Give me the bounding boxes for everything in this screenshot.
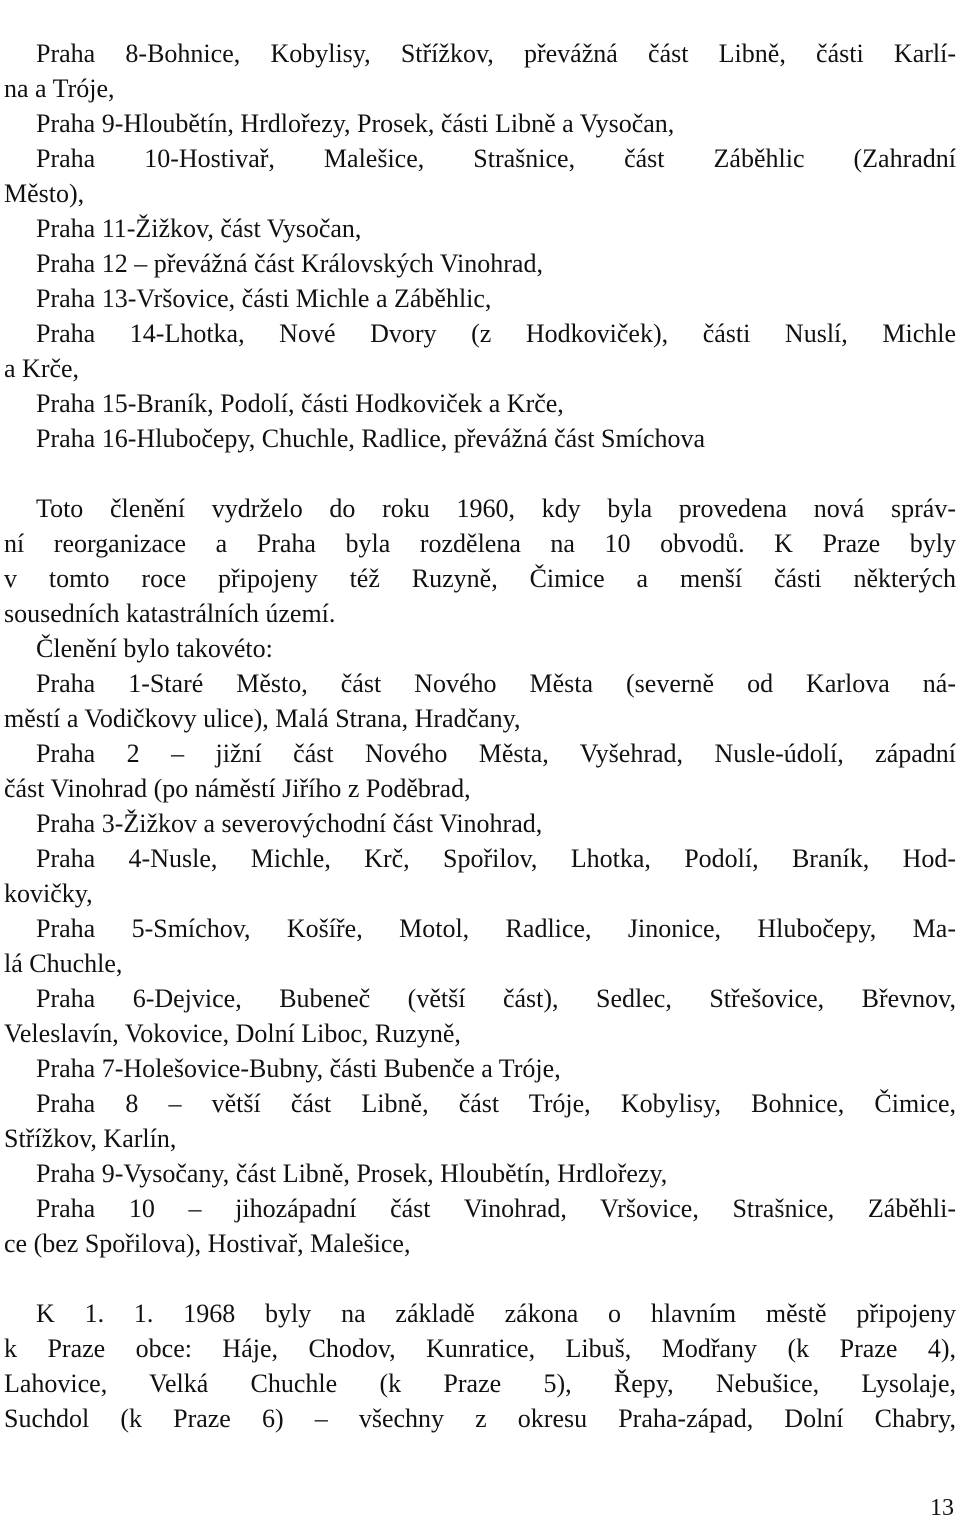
text-line: Praha 15-Braník, Podolí, části Hodkoviček a Krče, [36, 389, 564, 418]
text-line: Členění bylo takovéto: [36, 634, 273, 663]
text-line: Praha 3-Žižkov a severovýchodní část Vinohrad, [36, 809, 543, 838]
text-line: Praha 6-Dejvice, Bubeneč (větší část), Sedlec, Střešovice, Břevnov, [36, 984, 956, 1013]
text-line: Suchdol (k Praze 6) – všechny z okresu Praha-západ, Dolní Chabry, [4, 1404, 956, 1433]
text-line: Praha 10 – jihozápadní část Vinohrad, Vršovice, Strašnice, Záběhli- [36, 1194, 956, 1223]
text-line: a Krče, [4, 354, 80, 383]
text-line: Praha 7-Holešovice-Bubny, části Bubenče a Tróje, [36, 1054, 561, 1083]
text-line: Praha 16-Hlubočepy, Chuchle, Radlice, převážná část Smíchova [36, 424, 706, 453]
text-line: Praha 1-Staré Město, část Nového Města (severně od Karlova ná- [36, 669, 956, 698]
text-line: Střížkov, Karlín, [4, 1124, 177, 1153]
text-line: Praha 4-Nusle, Michle, Krč, Spořilov, Lhotka, Podolí, Braník, Hod- [36, 844, 956, 873]
text-line: Praha 13-Vršovice, části Michle a Záběhlic, [36, 284, 492, 313]
text-line: k Praze obce: Háje, Chodov, Kunratice, Libuš, Modřany (k Praze 4), [4, 1334, 956, 1363]
page-body [4, 36, 956, 1436]
text-line: Toto členění vydrželo do roku 1960, kdy byla provedena nová správ- [36, 494, 956, 523]
text-line: Praha 8 – větší část Libně, část Tróje, Kobylisy, Bohnice, Čimice, [36, 1089, 956, 1118]
text-line: na a Tróje, [4, 74, 115, 103]
text-line: Veleslavín, Vokovice, Dolní Liboc, Ruzyně, [4, 1019, 461, 1048]
text-line: městí a Vodičkovy ulice), Malá Strana, Hradčany, [4, 704, 521, 733]
text-line: K 1. 1. 1968 byly na základě zákona o hlavním městě připojeny [36, 1299, 956, 1328]
text-line: Praha 2 – jižní část Nového Města, Vyšehrad, Nusle-údolí, západní [36, 739, 956, 768]
reorganization-1960-paragraph [4, 491, 956, 1261]
text-line: Praha 10-Hostivař, Malešice, Strašnice, část Záběhlic (Zahradní [36, 144, 956, 173]
text-line: Lahovice, Velká Chuchle (k Praze 5), Řepy, Nebušice, Lysolaje, [4, 1369, 956, 1398]
text-line: Praha 14-Lhotka, Nové Dvory (z Hodkoviček), části Nuslí, Michle [36, 319, 956, 348]
district-list-1960-before [4, 36, 956, 456]
annexation-1968-paragraph [4, 1296, 956, 1436]
text-line: Praha 9-Hloubětín, Hrdlořezy, Prosek, části Libně a Vysočan, [36, 109, 675, 138]
text-line: Praha 9-Vysočany, část Libně, Prosek, Hloubětín, Hrdlořezy, [36, 1159, 668, 1188]
text-line: Praha 8-Bohnice, Kobylisy, Střížkov, převážná část Libně, části Karlí- [36, 39, 956, 68]
text-line: Praha 12 – převážná část Královských Vinohrad, [36, 249, 543, 278]
text-line: Praha 5-Smíchov, Košíře, Motol, Radlice, Jinonice, Hlubočepy, Ma- [36, 914, 956, 943]
text-line: v tomto roce připojeny též Ruzyně, Čimice a menší části některých [4, 564, 956, 593]
text-line: část Vinohrad (po náměstí Jiřího z Poděbrad, [4, 774, 471, 803]
text-line: ce (bez Spořilova), Hostivař, Malešice, [4, 1229, 411, 1258]
text-line: kovičky, [4, 879, 93, 908]
text-line: Praha 11-Žižkov, část Vysočan, [36, 214, 362, 243]
page-number: 13 [930, 1495, 954, 1521]
text-line: lá Chuchle, [4, 949, 123, 978]
text-line: sousedních katastrálních území. [4, 599, 336, 628]
text-line: Město), [4, 179, 85, 208]
text-line: ní reorganizace a Praha byla rozdělena na 10 obvodů. K Praze byly [4, 529, 956, 558]
